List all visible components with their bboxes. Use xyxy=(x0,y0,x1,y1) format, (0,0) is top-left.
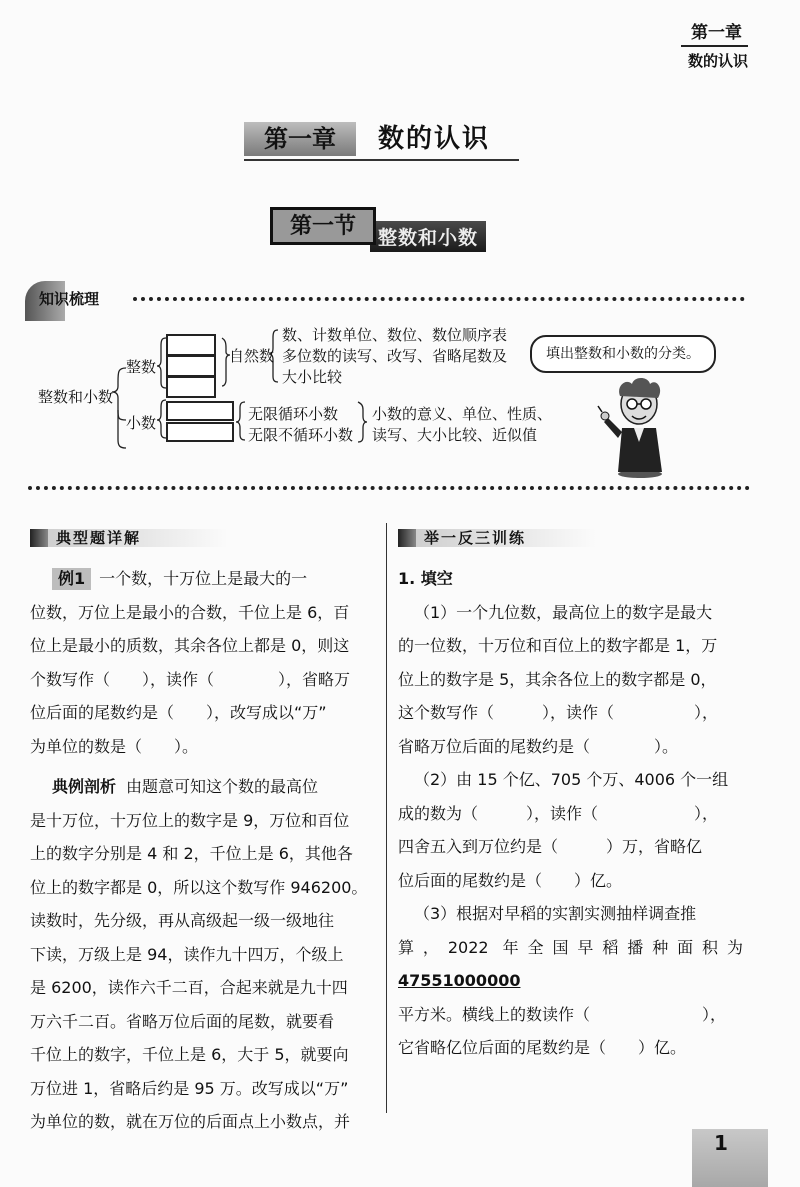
example-text-1: 一个数，十万位上是最大的一 xyxy=(99,569,308,588)
q1-line-2: 的一位数，十万位和百位上的数字都是 1，万 xyxy=(398,636,718,655)
integer-blank-3[interactable] xyxy=(166,376,216,398)
example-line-1 xyxy=(30,562,372,596)
analysis-line-11: 为单位的数，就在万位的后面点上小数点，并 xyxy=(30,1112,351,1131)
decimal-note-2: 读写、大小比较、近似值 xyxy=(372,426,538,444)
knowledge-header-text: 知识梳理 xyxy=(39,290,100,308)
analysis-tag: 典例剖析 xyxy=(52,777,117,796)
right-header-text: 举一反三训练 xyxy=(424,529,527,547)
knowledge-header-dots xyxy=(133,297,745,301)
section-number: 第一节 xyxy=(270,207,376,245)
q2-line-4: 位后面的尾数约是（ ）亿。 xyxy=(398,870,623,890)
integer-blank-2[interactable] xyxy=(166,355,216,377)
q1-line-1: （1）一个九位数，最高位上的数字是最大 xyxy=(414,602,713,622)
root-brace-upper xyxy=(112,368,126,420)
q1-line-5: 省略万位后面的尾数约是（ ）。 xyxy=(398,736,679,756)
root-brace-lower xyxy=(118,410,126,448)
analysis-line-4: 位上的数字都是 0，所以这个数写作 946200。 xyxy=(30,877,368,897)
example-1 xyxy=(30,562,372,763)
exercise-title: 1. 填空 xyxy=(398,569,453,588)
running-header xyxy=(681,18,748,71)
example-line-5: 位后面的尾数约是（ ），改写成以“万” xyxy=(30,703,327,722)
section-divider-dots xyxy=(28,486,750,490)
q2-line-3: 四舍五入到万位约是（ ）万，省略亿 xyxy=(398,837,703,856)
example-line-3: 位上是最小的质数，其余各位上都是 0，则这 xyxy=(30,636,350,655)
section-title xyxy=(270,207,500,255)
decimal-kind-2: 无限不循环小数 xyxy=(248,426,354,444)
analysis-line-9: 千位上的数字，千位上是 6，大于 5，就要向 xyxy=(30,1045,349,1064)
q1-line-3: 位上的数字是 5，其余各位上的数字都是 0， xyxy=(398,669,717,689)
decimal-kinds-brace xyxy=(236,402,245,440)
integer-blank-1[interactable] xyxy=(166,334,216,356)
page-number-tab xyxy=(692,1129,768,1187)
analysis-line-2: 是十万位，十万位上的数字是 9，万位和百位 xyxy=(30,810,350,830)
diagram-natural: 自然数 xyxy=(229,347,275,365)
left-header-mark xyxy=(30,529,48,547)
example-line-2: 位数，万位上是最小的合数，千位上是 6，百 xyxy=(30,602,350,622)
q3-number: 47551000000 xyxy=(398,971,521,990)
right-header-mark xyxy=(398,529,416,547)
natural-note-1: 数、计数单位、数位、数位顺序表 xyxy=(282,326,508,344)
analysis-line-3: 上的数字分别是 4 和 2，千位上是 6，其他各 xyxy=(30,844,353,863)
column-divider xyxy=(386,523,387,1113)
q3-line-2-text: 算，2022 年全国早稻播种面积为 xyxy=(398,937,743,957)
example-line-6: 为单位的数是（ ）。 xyxy=(30,736,199,756)
speech-bubble: 填出整数和小数的分类。 xyxy=(530,335,716,373)
q3-line-3: 平方米。横线上的数读作（ ）， xyxy=(398,1004,727,1024)
analysis-line-7: 是 6200，读作六千二百，合起来就是九十四 xyxy=(30,978,348,997)
knowledge-header xyxy=(25,281,745,321)
right-column-header xyxy=(398,527,738,551)
exercise-1 xyxy=(398,562,743,1065)
q3-line-2 xyxy=(398,931,743,998)
decimal-note-1: 小数的意义、单位、性质、 xyxy=(372,405,553,423)
q3-line-1: （3）根据对早稻的实割实测抽样调查推 xyxy=(414,904,697,923)
analysis-line-6: 下读，万级上是 94，读作九十四万，个级上 xyxy=(30,944,344,964)
decimal-blank-2[interactable] xyxy=(166,422,234,442)
q1-line-4: 这个数写作（ ），读作（ ）， xyxy=(398,703,719,722)
integer-brace xyxy=(157,338,166,388)
chapter-title xyxy=(244,120,524,162)
diagram-decimal: 小数 xyxy=(126,414,157,432)
analysis-line-8: 万六千二百。省略万位后面的尾数，就要看 xyxy=(30,1011,335,1031)
chapter-name: 数的认识 xyxy=(378,124,491,154)
analysis-line-1 xyxy=(30,770,372,804)
diagram-root: 整数和小数 xyxy=(38,388,114,406)
diagram-integer: 整数 xyxy=(126,358,157,376)
q2-line-2: 成的数为（ ），读作（ ）， xyxy=(398,803,719,823)
page-number: 1 xyxy=(714,1131,728,1155)
analysis-text-1: 由题意可知这个数的最高位 xyxy=(126,777,319,796)
left-header-text: 典型题详解 xyxy=(56,529,142,547)
chapter-label: 第一章 xyxy=(244,122,356,156)
decimal-kinds-brace-right xyxy=(358,402,367,442)
running-header-chapter: 第一章 xyxy=(681,18,748,47)
section-name: 整数和小数 xyxy=(370,221,486,252)
analysis-line-5: 读数时，先分级，再从高级起一级一级地往 xyxy=(30,911,335,930)
natural-note-3: 大小比较 xyxy=(282,368,343,386)
analysis-line-10: 万位进 1，省略后约是 95 万。改写成以“万” xyxy=(30,1078,349,1098)
running-header-subtitle: 数的认识 xyxy=(687,52,748,70)
decimal-brace xyxy=(157,400,166,438)
left-column-header xyxy=(30,527,370,551)
q3-line-4: 它省略亿位后面的尾数约是（ ）亿。 xyxy=(398,1038,687,1057)
example-line-4: 个数写作（ ），读作（ ），省略万 xyxy=(30,669,351,689)
q2-line-1: （2）由 15 个亿、705 个万、4006 个一组 xyxy=(414,770,729,789)
natural-note-2: 多位数的读写、改写、省略尾数及 xyxy=(282,347,508,365)
example-analysis xyxy=(30,770,372,1139)
teacher-cartoon-icon xyxy=(592,368,682,480)
decimal-kind-1: 无限循环小数 xyxy=(248,405,339,423)
chapter-title-rule xyxy=(244,159,519,161)
example-tag: 例1 xyxy=(52,568,91,590)
decimal-blank-1[interactable] xyxy=(166,401,234,421)
